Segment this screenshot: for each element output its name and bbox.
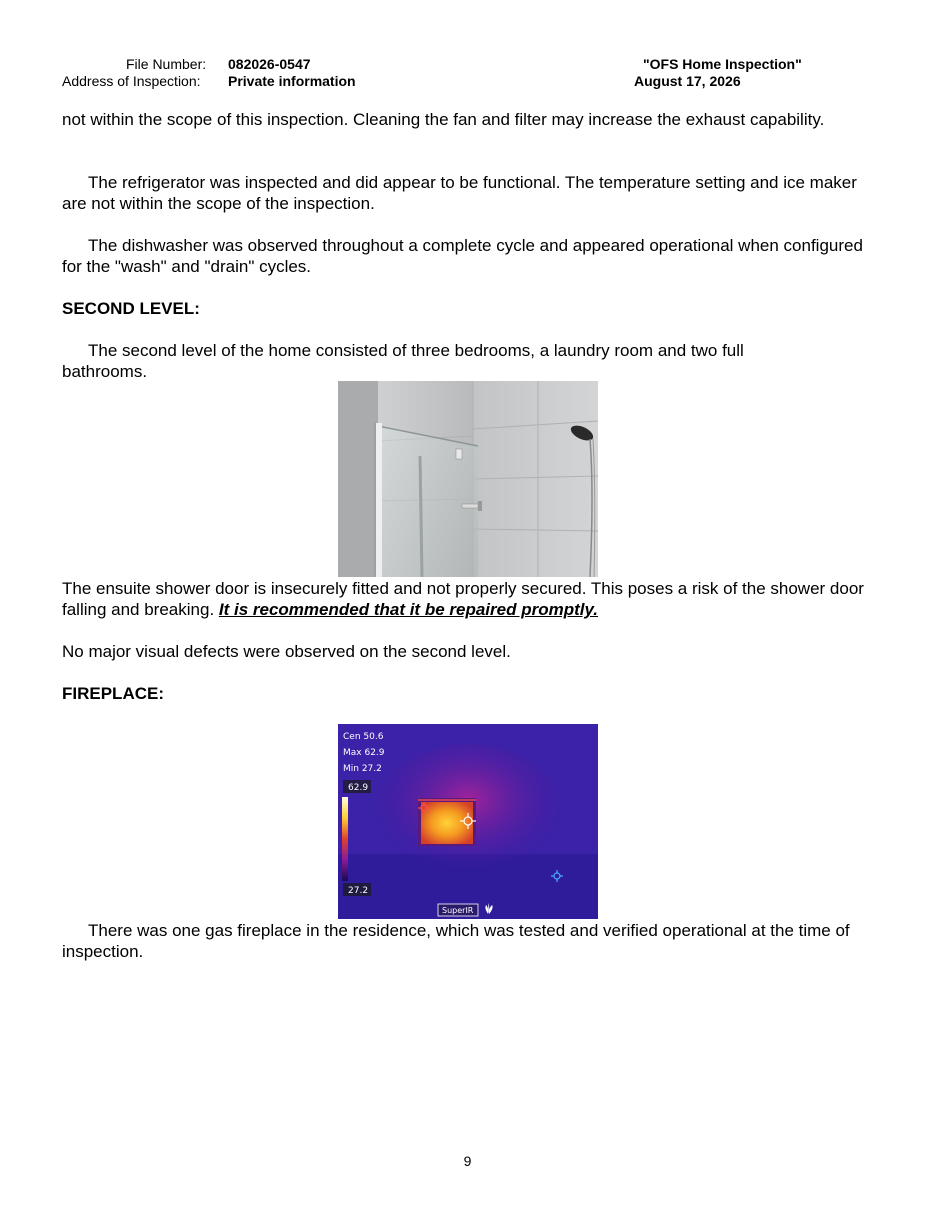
heading-fireplace: FIREPLACE:	[62, 684, 164, 703]
heading-second-level: SECOND LEVEL:	[62, 299, 200, 318]
address-label: Address of Inspection:	[62, 73, 201, 89]
thermal-center-reading: Cen 50.6	[343, 732, 384, 742]
report-title: "OFS Home Inspection"	[643, 56, 802, 72]
page-number: 9	[463, 1153, 472, 1169]
paragraph-fireplace: There was one gas fireplace in the residence, which was tested and verified operational at the time of inspection.	[62, 921, 850, 961]
thermal-scale-min: 27.2	[348, 886, 369, 896]
address-value: Private information	[228, 73, 356, 89]
shower-door-text: The ensuite shower door is insecurely fitted and not properly secured. This poses a risk of the shower door falling and breaking.	[62, 579, 864, 619]
file-number: 082026-0547	[228, 56, 311, 72]
paragraph-second-level-defects: No major visual defects were observed on the second level.	[62, 642, 511, 661]
paragraph-second-level: The second level of the home consisted of three bedrooms, a laundry room and two full bathrooms.	[62, 341, 744, 381]
shower-door-photo	[338, 381, 598, 577]
repair-recommendation: It is recommended that it be repaired promptly.	[218, 600, 599, 619]
thermal-scale-max: 62.9	[348, 783, 369, 793]
paragraph-dishwasher: The dishwasher was observed throughout a complete cycle and appeared operational when configured for the "wash" and "drain" cycles.	[62, 236, 863, 276]
thermal-min-reading: Min 27.2	[343, 764, 382, 774]
thermal-image	[338, 724, 598, 919]
thermal-max-reading: Max 62.9	[343, 748, 385, 758]
report-date: August 17, 2026	[634, 73, 741, 89]
thermal-brand: SuperIR	[442, 906, 474, 915]
file-number-label: File Number:	[126, 56, 207, 72]
paragraph-refrigerator: The refrigerator was inspected and did appear to be functional. The temperature setting and ice maker are not within the scope of the inspection.	[62, 173, 857, 213]
paragraph-shower-door	[62, 578, 872, 620]
paragraph-exhaust: not within the scope of this inspection. Cleaning the fan and filter may increase the exhaust capability.	[62, 110, 825, 129]
